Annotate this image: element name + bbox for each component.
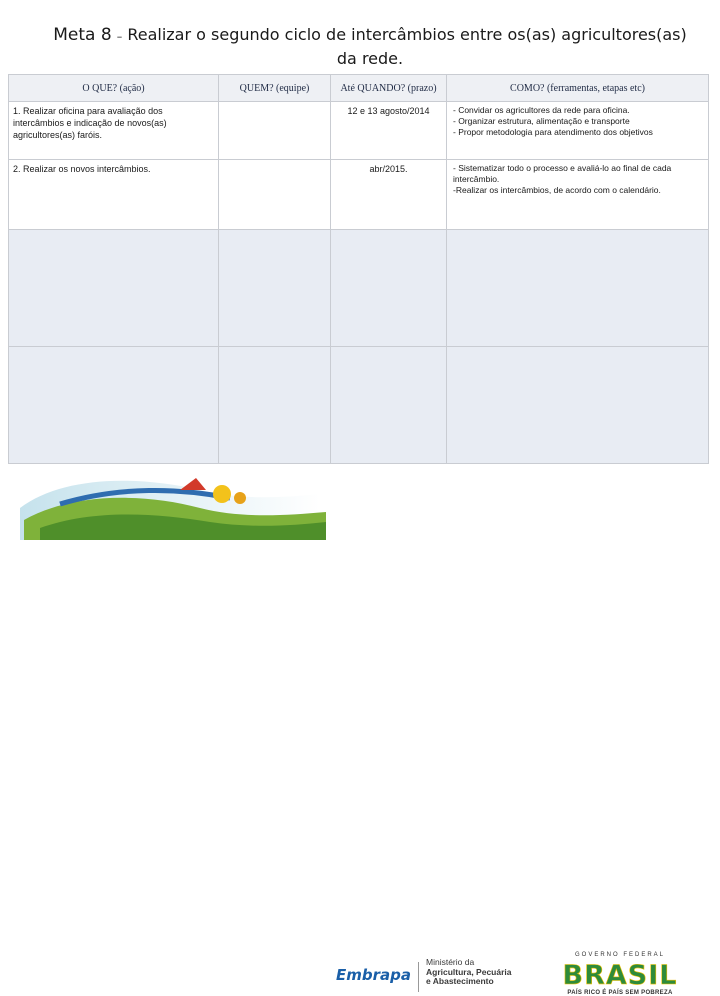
how-step: - Sistematizar todo o processo e avaliá-lo ao final de cada intercâmbio. xyxy=(453,163,672,184)
table-row xyxy=(9,102,709,160)
footer-banner xyxy=(0,468,720,996)
ministry-line: Ministério da xyxy=(426,957,475,967)
government-label: GOVERNO FEDERAL xyxy=(574,952,665,958)
meta-label: Meta 8 xyxy=(53,25,112,45)
title-dash: – xyxy=(116,30,123,43)
government-slogan: PAÍS RICO É PAÍS SEM POBREZA xyxy=(567,990,673,996)
what-text: 1. Realizar oficina para avaliação dos intercâmbios e indicação de novos(as) agricultores(as) faróis. xyxy=(13,106,167,140)
title-text: Realizar o segundo ciclo de intercâmbios entre os(as) agricultores(as) xyxy=(127,25,687,44)
header-who: QUEM? (equipe) xyxy=(219,75,331,102)
ministry-line: e Abastecimento xyxy=(426,976,494,986)
when-text: 12 e 13 agosto/2014 xyxy=(347,106,430,116)
empty-cell xyxy=(9,230,219,347)
header-when: Até QUANDO? (prazo) xyxy=(331,75,447,102)
table-row xyxy=(9,160,709,230)
logo-divider xyxy=(418,962,419,992)
brasil-word: BRASIL xyxy=(562,960,678,988)
how-step: - Propor metodologia para atendimento dos objetivos xyxy=(453,127,653,137)
empty-cell xyxy=(447,347,709,464)
empty-table-row xyxy=(9,230,709,347)
header-what: O QUE? (ação) xyxy=(9,75,219,102)
empty-cell xyxy=(331,230,447,347)
title-line2: da rede. xyxy=(336,49,404,68)
cell-what xyxy=(9,102,219,160)
brasil-logo xyxy=(546,960,694,988)
ministry-logo xyxy=(426,958,512,987)
how-step: -Realizar os intercâmbios, de acordo com o calendário. xyxy=(453,185,661,195)
header-how: COMO? (ferramentas, etapas etc) xyxy=(447,75,709,102)
rural-landscape-banner-icon xyxy=(0,468,330,540)
slide-title xyxy=(40,24,700,70)
how-step: - Convidar os agricultores da rede para oficina. xyxy=(453,105,630,115)
embrapa-logo: Embrapa xyxy=(336,966,411,984)
empty-cell xyxy=(219,347,331,464)
when-text: abr/2015. xyxy=(369,164,408,174)
table-header-row xyxy=(9,75,709,102)
empty-cell xyxy=(219,230,331,347)
cell-what xyxy=(9,160,219,230)
empty-table-row xyxy=(9,347,709,464)
cell-who xyxy=(219,102,331,160)
cell-who xyxy=(219,160,331,230)
empty-cell xyxy=(447,230,709,347)
what-text: 2. Realizar os novos intercâmbios. xyxy=(13,164,151,174)
who-text xyxy=(219,160,330,166)
cell-how xyxy=(447,102,709,160)
ministry-line: Agricultura, Pecuária xyxy=(426,966,512,977)
who-text xyxy=(219,102,330,108)
empty-cell xyxy=(9,347,219,464)
cell-when xyxy=(331,160,447,230)
empty-cell xyxy=(331,347,447,464)
action-plan-table xyxy=(8,74,709,464)
cell-when xyxy=(331,102,447,160)
cell-how xyxy=(447,160,709,230)
how-step: - Organizar estrutura, alimentação e transporte xyxy=(453,116,630,126)
